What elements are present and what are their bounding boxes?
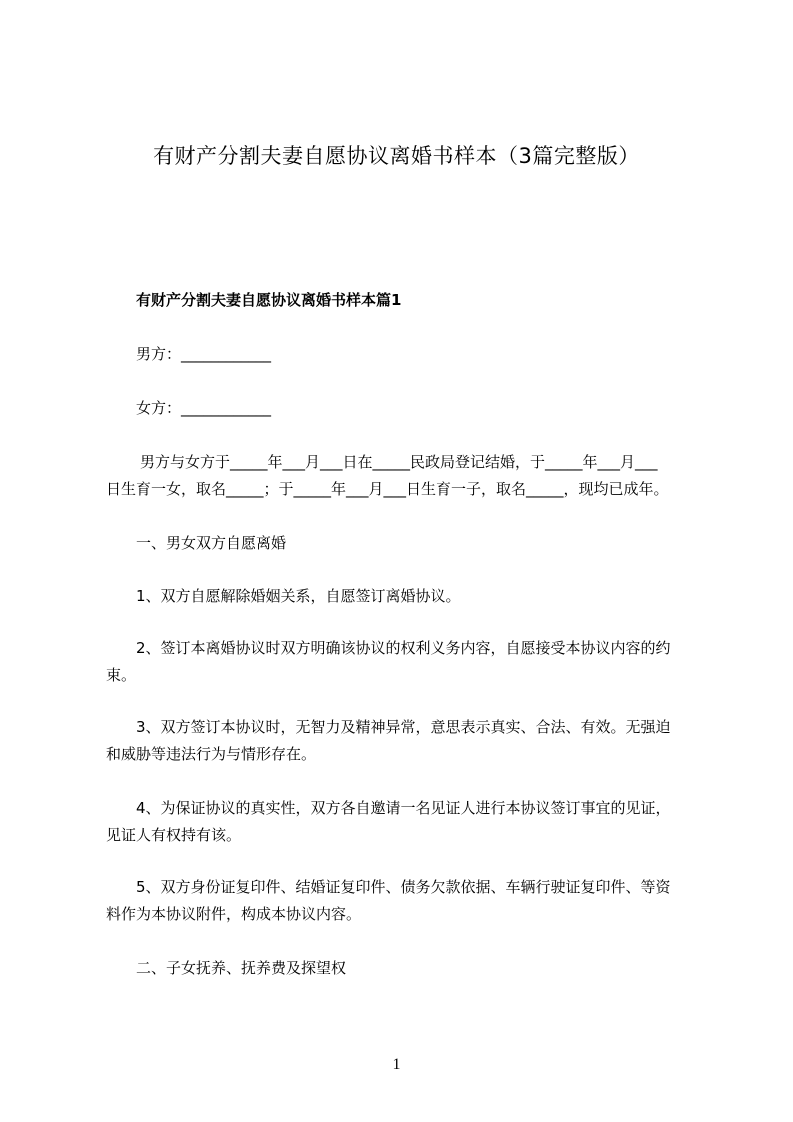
clause-4-line-1: 4、为保证协议的真实性，双方各自邀请一名见证人进行本协议签订事宜的见证，: [136, 799, 671, 817]
clause-5-line-1: 5、双方身份证复印件、结婚证复印件、债务欠款依据、车辆行驶证复印件、等资: [136, 878, 671, 896]
clause-2-line-2: 束。: [106, 666, 137, 684]
document-title: 有财产分割夫妻自愿协议离婚书样本（3篇完整版）: [153, 144, 640, 168]
intro-paragraph-line-1: 男方与女方于_____年___月___日在_____民政局登记结婚，于_____年___月___: [140, 453, 658, 471]
section-1-title: 有财产分割夫妻自愿协议离婚书样本篇1: [136, 291, 402, 309]
heading-mutual-divorce: 一、男女双方自愿离婚: [136, 534, 287, 552]
intro-paragraph-line-2: 日生育一女，取名_____；于_____年___月___日生育一子，取名_____，现均已成年。: [106, 480, 669, 498]
clause-3-line-1: 3、双方签订本协议时，无智力及精神异常，意思表示真实、合法、有效。无强迫: [136, 718, 671, 736]
male-party-field: 男方：____________: [136, 345, 272, 363]
heading-child-custody: 二、子女抚养、抚养费及探望权: [136, 959, 347, 977]
clause-2-line-1: 2、签订本离婚协议时双方明确该协议的权利义务内容，自愿接受本协议内容的约: [136, 639, 671, 657]
page-number: 1: [392, 1056, 401, 1073]
clause-3-line-2: 和威胁等违法行为与情形存在。: [106, 745, 317, 763]
female-party-field: 女方：____________: [136, 399, 272, 417]
clause-4-line-2: 见证人有权持有该。: [106, 826, 242, 844]
clause-1: 1、双方自愿解除婚姻关系，自愿签订离婚协议。: [136, 587, 461, 605]
clause-5-line-2: 料作为本协议附件，构成本协议内容。: [106, 905, 362, 923]
